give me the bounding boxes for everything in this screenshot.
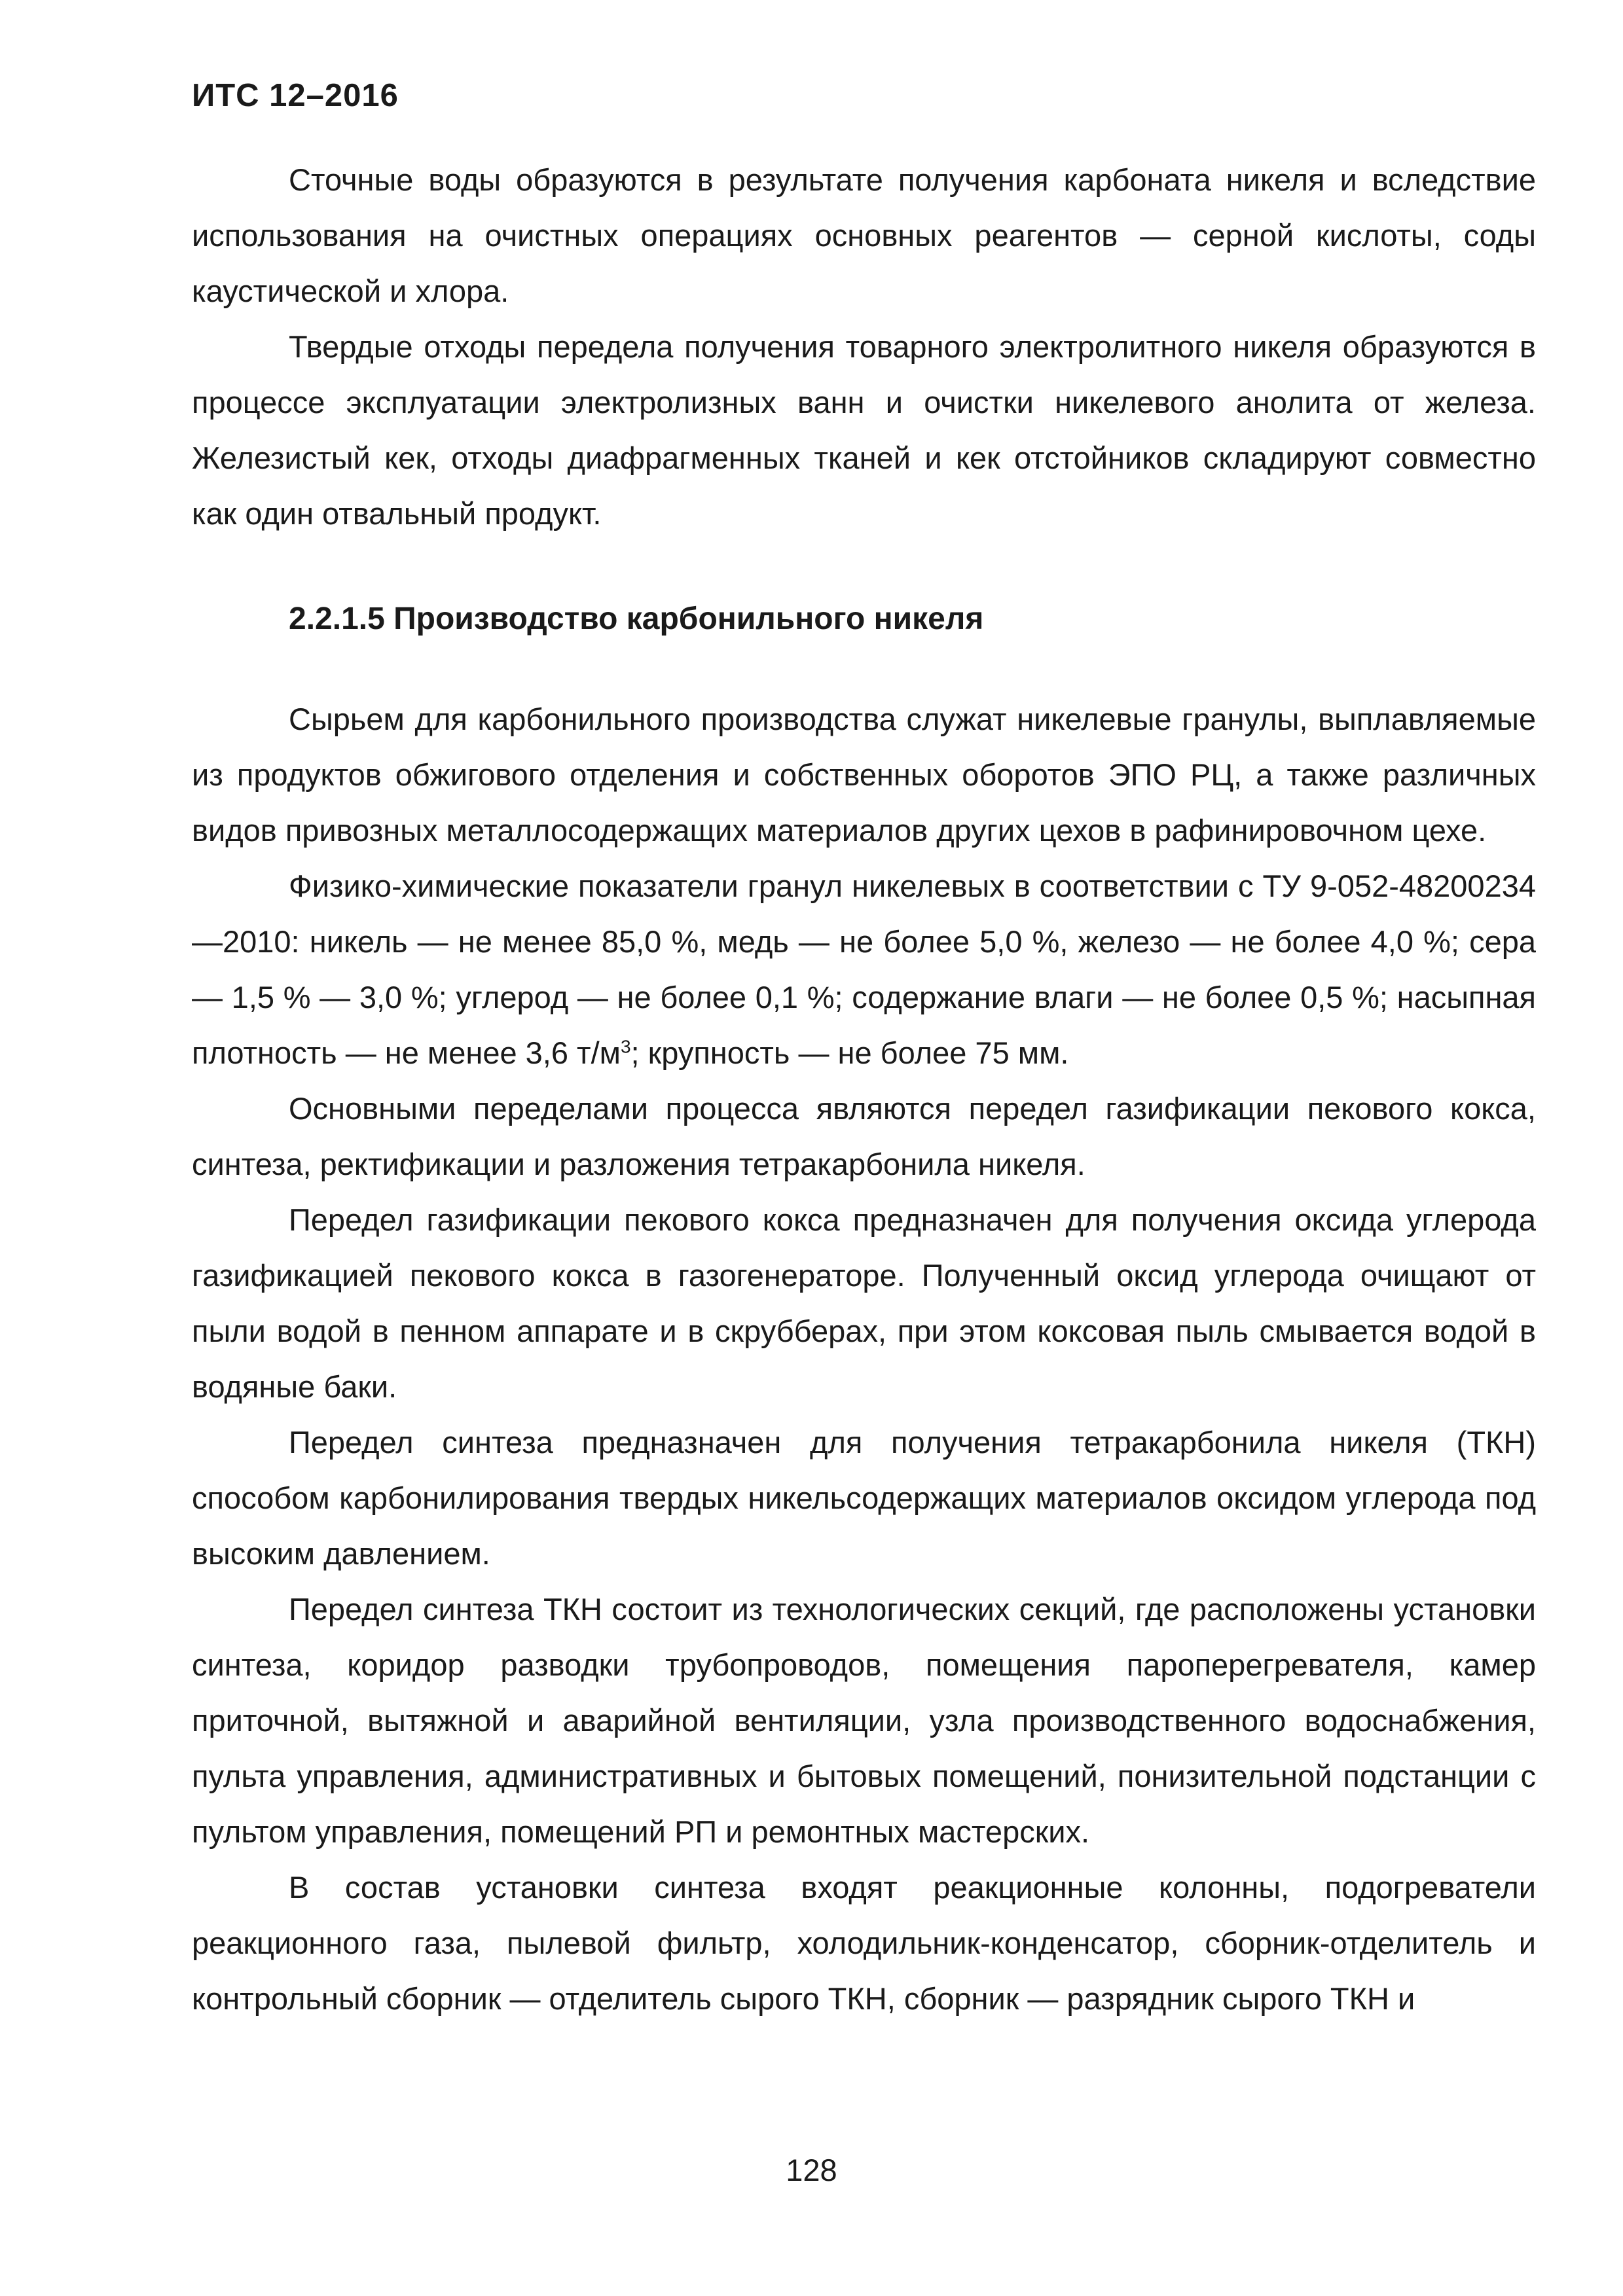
section-heading: 2.2.1.5 Производство карбонильного никеля <box>289 601 984 636</box>
paragraph-process-stages: Основными переделами процесса являются передел газификации пекового кокса, синтеза, ректификации и разложения тетракарбонила никеля. <box>192 1091 1536 1181</box>
granule-specs-text: Физико-химические показатели гранул никелевых в соответствии с ТУ 9-052-48200234—2010: никель — не менее 85,0 %, медь — не более 5,0 %, железо — не более 4,0 %; сера — 1,5 % — 3,0 %; углерод — не более 0,1 %; содержание влаги — не более 0,5 %; насыпная плотность — не менее 3,6 т/м <box>192 869 1536 1070</box>
paragraph-solid-waste: Твердые отходы передела получения товарного электролитного никеля образуются в процессе эксплуатации электролизных ванн и очистки никелевого анолита от железа. Железистый кек, отходы диафрагменных тканей и кек отстойников складируют совместно как один отвальный продукт. <box>192 329 1536 531</box>
paragraph-gasification: Передел газификации пекового кокса предназначен для получения оксида углерода газификацией пекового кокса в газогенераторе. Полученный оксид углерода очищают от пыли водой в пенном аппарате и в скрубберах, при этом коксовая пыль смывается водой в водяные баки. <box>192 1202 1536 1404</box>
granule-specs-text-end: ; крупность — не более 75 мм. <box>630 1035 1069 1070</box>
paragraph-synthesis-sections: Передел синтеза ТКН состоит из технологических секций, где расположены установки синтеза, коридор разводки трубопроводов, помещения пароперегревателя, камер приточной, вытяжной и аварийной вентиляции, узла производственного водоснабжения, пульта управления, административных и бытовых помещений, понизительной подстанции с пультом управления, помещений РП и ремонтных мастерских. <box>192 1592 1536 1849</box>
document-code-header: ИТС 12–2016 <box>192 78 399 113</box>
paragraph-raw-materials: Сырьем для карбонильного производства служат никелевые гранулы, выплавляемые из продуктов обжигового отделения и собственных оборотов ЭПО РЦ, а также различных видов привозных металлосодержащих материалов других цехов в рафинировочном цехе. <box>192 702 1536 848</box>
paragraph-wastewater: Сточные воды образуются в результате получения карбоната никеля и вследствие использования на очистных операциях основных реагентов — серной кислоты, соды каустической и хлора. <box>192 162 1536 308</box>
page-body <box>192 152 1536 2026</box>
paragraph-synthesis: Передел синтеза предназначен для получения тетракарбонила никеля (ТКН) способом карбонилирования твердых никельсодержащих материалов оксидом углерода под высоким давлением. <box>192 1425 1536 1571</box>
cubic-superscript: 3 <box>620 1036 631 1057</box>
paragraph-granule-specs <box>192 858 1536 1081</box>
paragraph-synthesis-unit: В состав установки синтеза входят реакционные колонны, подогреватели реакционного газа, пылевой фильтр, холодильник-конденсатор, сборник-отделитель и контрольный сборник — отделитель сырого ТКН, сборник — разрядник сырого ТКН и <box>192 1870 1536 2016</box>
page-number: 128 <box>786 2153 837 2187</box>
